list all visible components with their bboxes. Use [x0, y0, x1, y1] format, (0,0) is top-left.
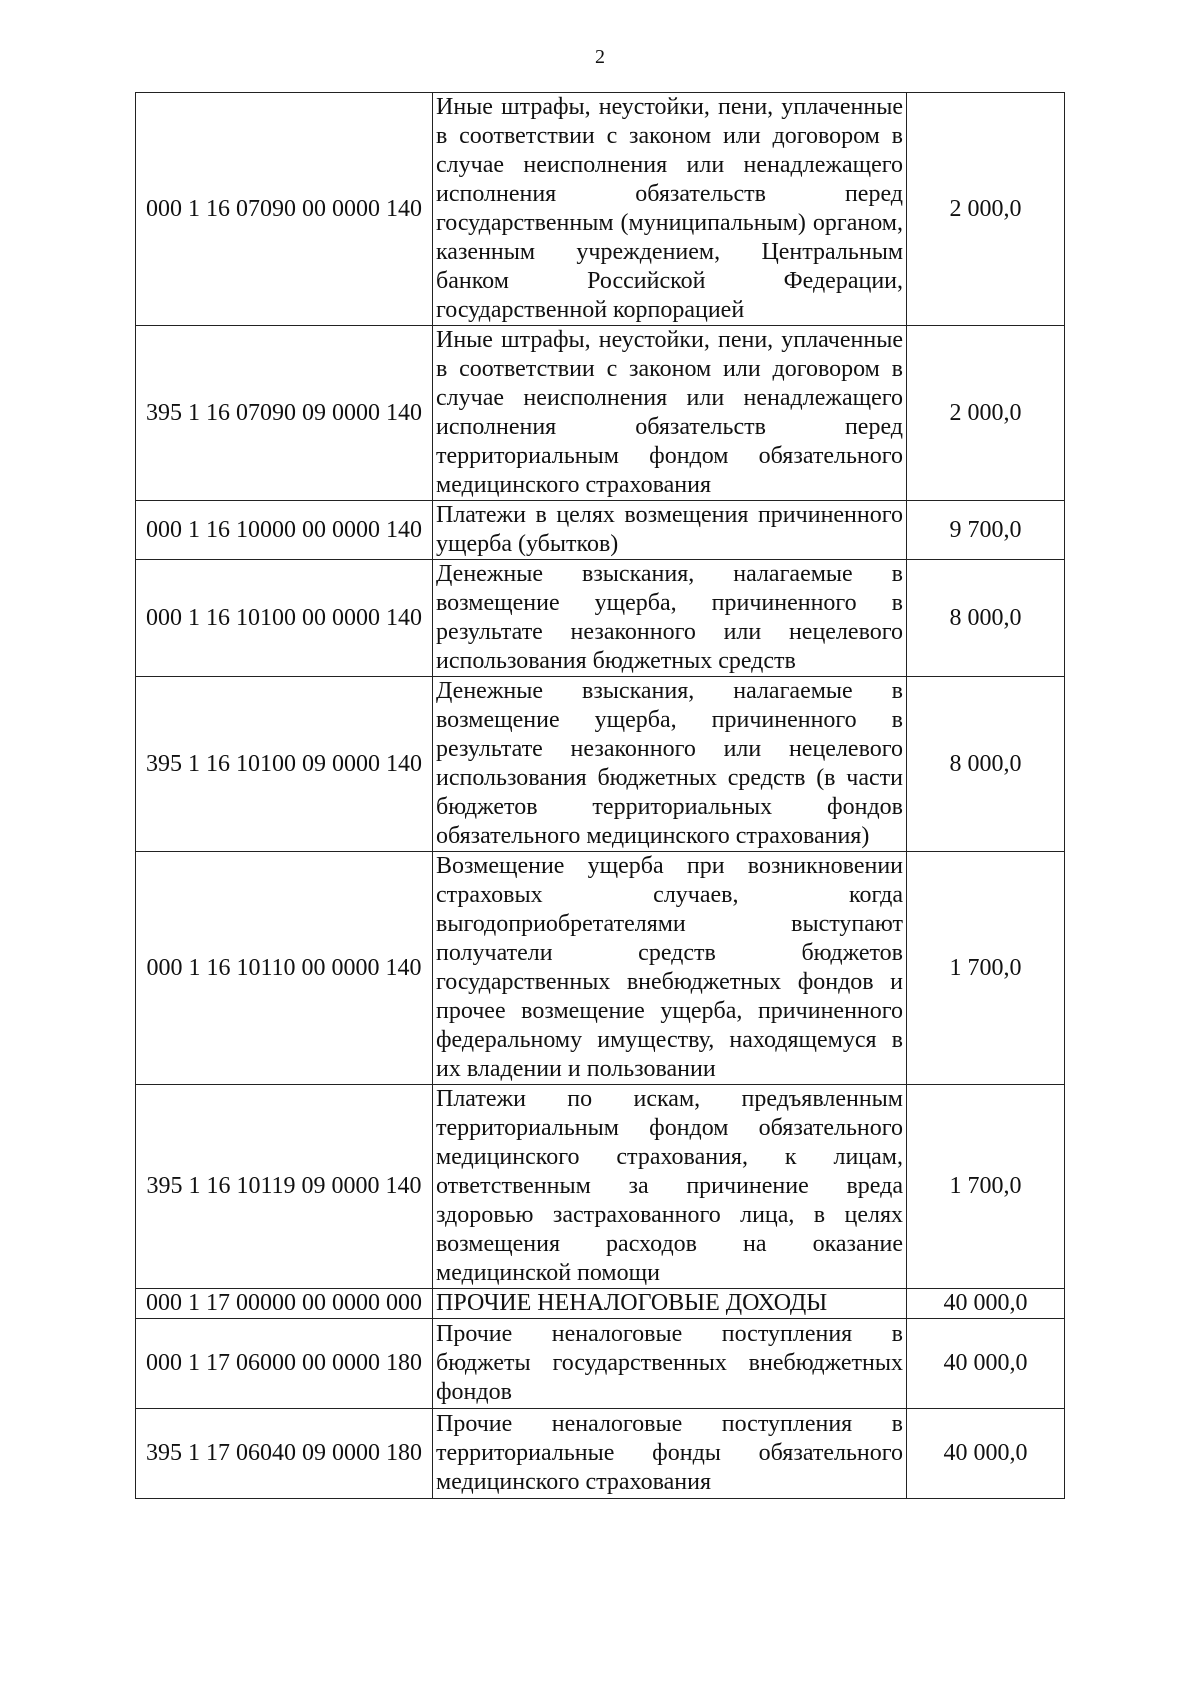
amount: 8 000,0 [907, 560, 1065, 677]
amount: 2 000,0 [907, 326, 1065, 501]
revenue-description: Возмещение ущерба при возникновении страховых случаев, когда выгодоприобретателями выступают получатели средств бюджетов государственных внебюджетных фондов и прочее возмещение ущерба, причиненного федеральному имуществу, находящемуся в их владении и пользовании [433, 852, 907, 1085]
amount: 40 000,0 [907, 1319, 1065, 1409]
budget-code: 000 1 16 10110 00 0000 140 [136, 852, 433, 1085]
budget-code: 000 1 16 10000 00 0000 140 [136, 501, 433, 560]
budget-revenue-table [135, 92, 1065, 1499]
amount: 8 000,0 [907, 677, 1065, 852]
table-row [136, 326, 1065, 501]
table-row [136, 1085, 1065, 1289]
revenue-description: ПРОЧИЕ НЕНАЛОГОВЫЕ ДОХОДЫ [433, 1289, 907, 1319]
revenue-description: Платежи по искам, предъявленным территориальным фондом обязательного медицинского страхования, к лицам, ответственным за причинение вреда здоровью застрахованного лица, в целях возмещения расходов на оказание медицинской помощи [433, 1085, 907, 1289]
table-row [136, 501, 1065, 560]
revenue-description: Прочие неналоговые поступления в бюджеты государственных внебюджетных фондов [433, 1319, 907, 1409]
table-row [136, 560, 1065, 677]
amount: 40 000,0 [907, 1289, 1065, 1319]
table-row [136, 852, 1065, 1085]
budget-code: 000 1 16 10100 00 0000 140 [136, 560, 433, 677]
budget-code: 395 1 16 10119 09 0000 140 [136, 1085, 433, 1289]
budget-code: 395 1 16 07090 09 0000 140 [136, 326, 433, 501]
table-row [136, 677, 1065, 852]
budget-code: 395 1 17 06040 09 0000 180 [136, 1409, 433, 1499]
budget-code: 000 1 17 06000 00 0000 180 [136, 1319, 433, 1409]
table-row [136, 1409, 1065, 1499]
revenue-description: Иные штрафы, неустойки, пени, уплаченные в соответствии с законом или договором в случае неисполнения или ненадлежащего исполнения обязательств перед государственным (муниципальным) органом, казенным учреждением, Центральным банком Российской Федерации, государственной корпорацией [433, 93, 907, 326]
amount: 40 000,0 [907, 1409, 1065, 1499]
page-number: 2 [595, 46, 605, 68]
table-row [136, 1319, 1065, 1409]
amount: 1 700,0 [907, 1085, 1065, 1289]
amount: 2 000,0 [907, 93, 1065, 326]
revenue-description: Иные штрафы, неустойки, пени, уплаченные в соответствии с законом или договором в случае неисполнения или ненадлежащего исполнения обязательств перед территориальным фондом обязательного медицинского страхования [433, 326, 907, 501]
budget-code: 395 1 16 10100 09 0000 140 [136, 677, 433, 852]
table-row [136, 1289, 1065, 1319]
budget-code: 000 1 16 07090 00 0000 140 [136, 93, 433, 326]
amount: 9 700,0 [907, 501, 1065, 560]
revenue-description: Платежи в целях возмещения причиненного ущерба (убытков) [433, 501, 907, 560]
table-row [136, 93, 1065, 326]
revenue-description: Денежные взыскания, налагаемые в возмещение ущерба, причиненного в результате незаконного или нецелевого использования бюджетных средств (в части бюджетов территориальных фондов обязательного медицинского страхования) [433, 677, 907, 852]
revenue-description: Денежные взыскания, налагаемые в возмещение ущерба, причиненного в результате незаконного или нецелевого использования бюджетных средств [433, 560, 907, 677]
amount: 1 700,0 [907, 852, 1065, 1085]
revenue-description: Прочие неналоговые поступления в территориальные фонды обязательного медицинского страхования [433, 1409, 907, 1499]
budget-code: 000 1 17 00000 00 0000 000 [136, 1289, 433, 1319]
